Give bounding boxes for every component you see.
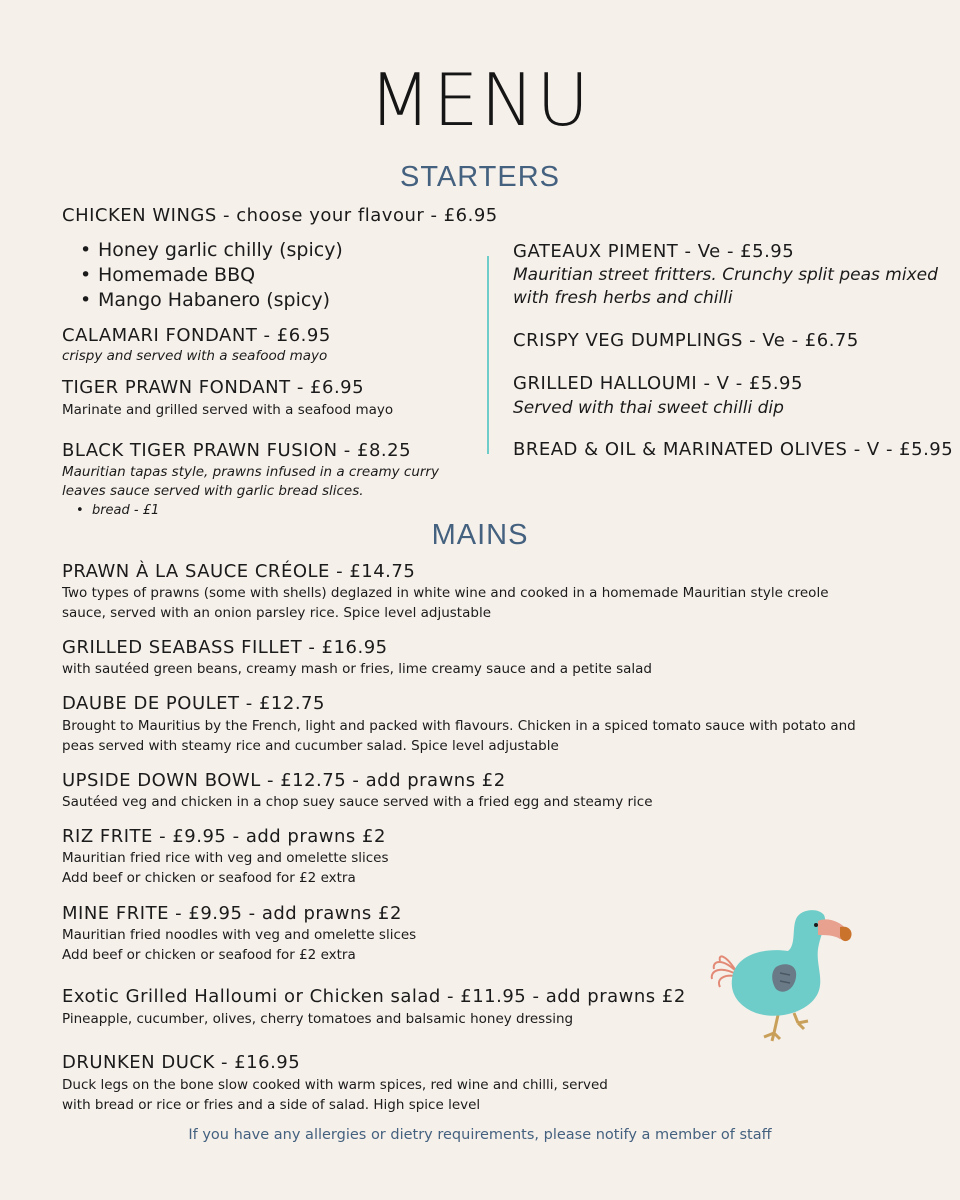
black-tiger-name: BLACK TIGER PRAWN FUSION - £8.25 xyxy=(62,440,412,461)
main-desc: sauce, served with an onion parsley rice. Spice level adjustable xyxy=(62,605,491,621)
menu-title: MENU xyxy=(368,58,592,142)
column-divider xyxy=(487,256,489,454)
main-name: RIZ FRITE - £9.95 - add prawns £2 xyxy=(62,826,386,847)
main-name: DRUNKEN DUCK - £16.95 xyxy=(62,1052,301,1073)
main-desc: Mauritian fried noodles with veg and omelette slices xyxy=(62,927,417,943)
main-desc: Add beef or chicken or seafood for £2 extra xyxy=(62,870,356,886)
main-name: PRAWN À LA SAUCE CRÉOLE - £14.75 xyxy=(62,561,416,582)
main-name: GRILLED SEABASS FILLET - £16.95 xyxy=(62,637,388,658)
bread-extra-label: bread - £1 xyxy=(91,503,160,518)
black-tiger-desc-2: leaves sauce served with garlic bread slices. xyxy=(62,483,364,499)
allergy-notice: If you have any allergies or dietry requirements, please notify a member of staff xyxy=(188,1127,772,1143)
calamari-desc: crispy and served with a seafood mayo xyxy=(62,348,328,364)
chicken-wings-name: CHICKEN WINGS - choose your flavour - £6.95 xyxy=(62,205,498,226)
tiger-prawn-desc: Marinate and grilled served with a seafood mayo xyxy=(62,402,394,418)
dumplings-name: CRISPY VEG DUMPLINGS - Ve - £6.75 xyxy=(513,330,859,351)
dodo-bird-icon xyxy=(700,905,860,1050)
mains-heading: MAINS xyxy=(431,519,529,551)
tiger-prawn-name: TIGER PRAWN FONDANT - £6.95 xyxy=(62,377,365,398)
list-item: • Homemade BBQ xyxy=(62,263,343,288)
black-tiger-desc-1: Mauritian tapas style, prawns infused in a creamy curry xyxy=(62,464,439,480)
main-desc: with sautéed green beans, creamy mash or fries, lime creamy sauce and a petite salad xyxy=(62,661,653,677)
main-desc: Pineapple, cucumber, olives, cherry tomatoes and balsamic honey dressing xyxy=(62,1011,574,1027)
bread-olives-name: BREAD & OIL & MARINATED OLIVES - V - £5.95 xyxy=(513,439,954,460)
main-name: UPSIDE DOWN BOWL - £12.75 - add prawns £2 xyxy=(62,770,506,791)
main-name: DAUBE DE POULET - £12.75 xyxy=(62,693,325,714)
main-name: MINE FRITE - £9.95 - add prawns £2 xyxy=(62,903,402,924)
main-desc: with bread or rice or fries and a side of salad. High spice level xyxy=(62,1097,481,1113)
main-desc: Duck legs on the bone slow cooked with warm spices, red wine and chilli, served xyxy=(62,1077,608,1093)
main-desc: Add beef or chicken or seafood for £2 extra xyxy=(62,947,356,963)
main-desc: Mauritian fried rice with veg and omelette slices xyxy=(62,850,389,866)
list-item: • Honey garlic chilly (spicy) xyxy=(62,238,343,263)
main-desc: peas served with steamy rice and cucumber salad. Spice level adjustable xyxy=(62,738,559,754)
main-name: Exotic Grilled Halloumi or Chicken salad - £11.95 - add prawns £2 xyxy=(62,986,686,1007)
halloumi-desc: Served with thai sweet chilli dip xyxy=(513,398,784,418)
bullet-icon: • xyxy=(76,503,92,518)
wing-flavours-list xyxy=(62,238,343,313)
main-desc: Sautéed veg and chicken in a chop suey sauce served with a fried egg and steamy rice xyxy=(62,794,653,810)
halloumi-name: GRILLED HALLOUMI - V - £5.95 xyxy=(513,373,803,394)
gateaux-desc-2: with fresh herbs and chilli xyxy=(513,288,733,308)
list-item: • Mango Habanero (spicy) xyxy=(62,288,343,313)
starters-heading: STARTERS xyxy=(399,161,560,193)
main-desc: Two types of prawns (some with shells) deglazed in white wine and cooked in a homemade Mauritian style creole xyxy=(62,585,829,601)
gateaux-name: GATEAUX PIMENT - Ve - £5.95 xyxy=(513,241,795,262)
gateaux-desc-1: Mauritian street fritters. Crunchy split peas mixed xyxy=(513,265,938,285)
main-desc: Brought to Mauritius by the French, light and packed with flavours. Chicken in a spiced tomato sauce with potato and xyxy=(62,718,856,734)
calamari-name: CALAMARI FONDANT - £6.95 xyxy=(62,325,331,346)
